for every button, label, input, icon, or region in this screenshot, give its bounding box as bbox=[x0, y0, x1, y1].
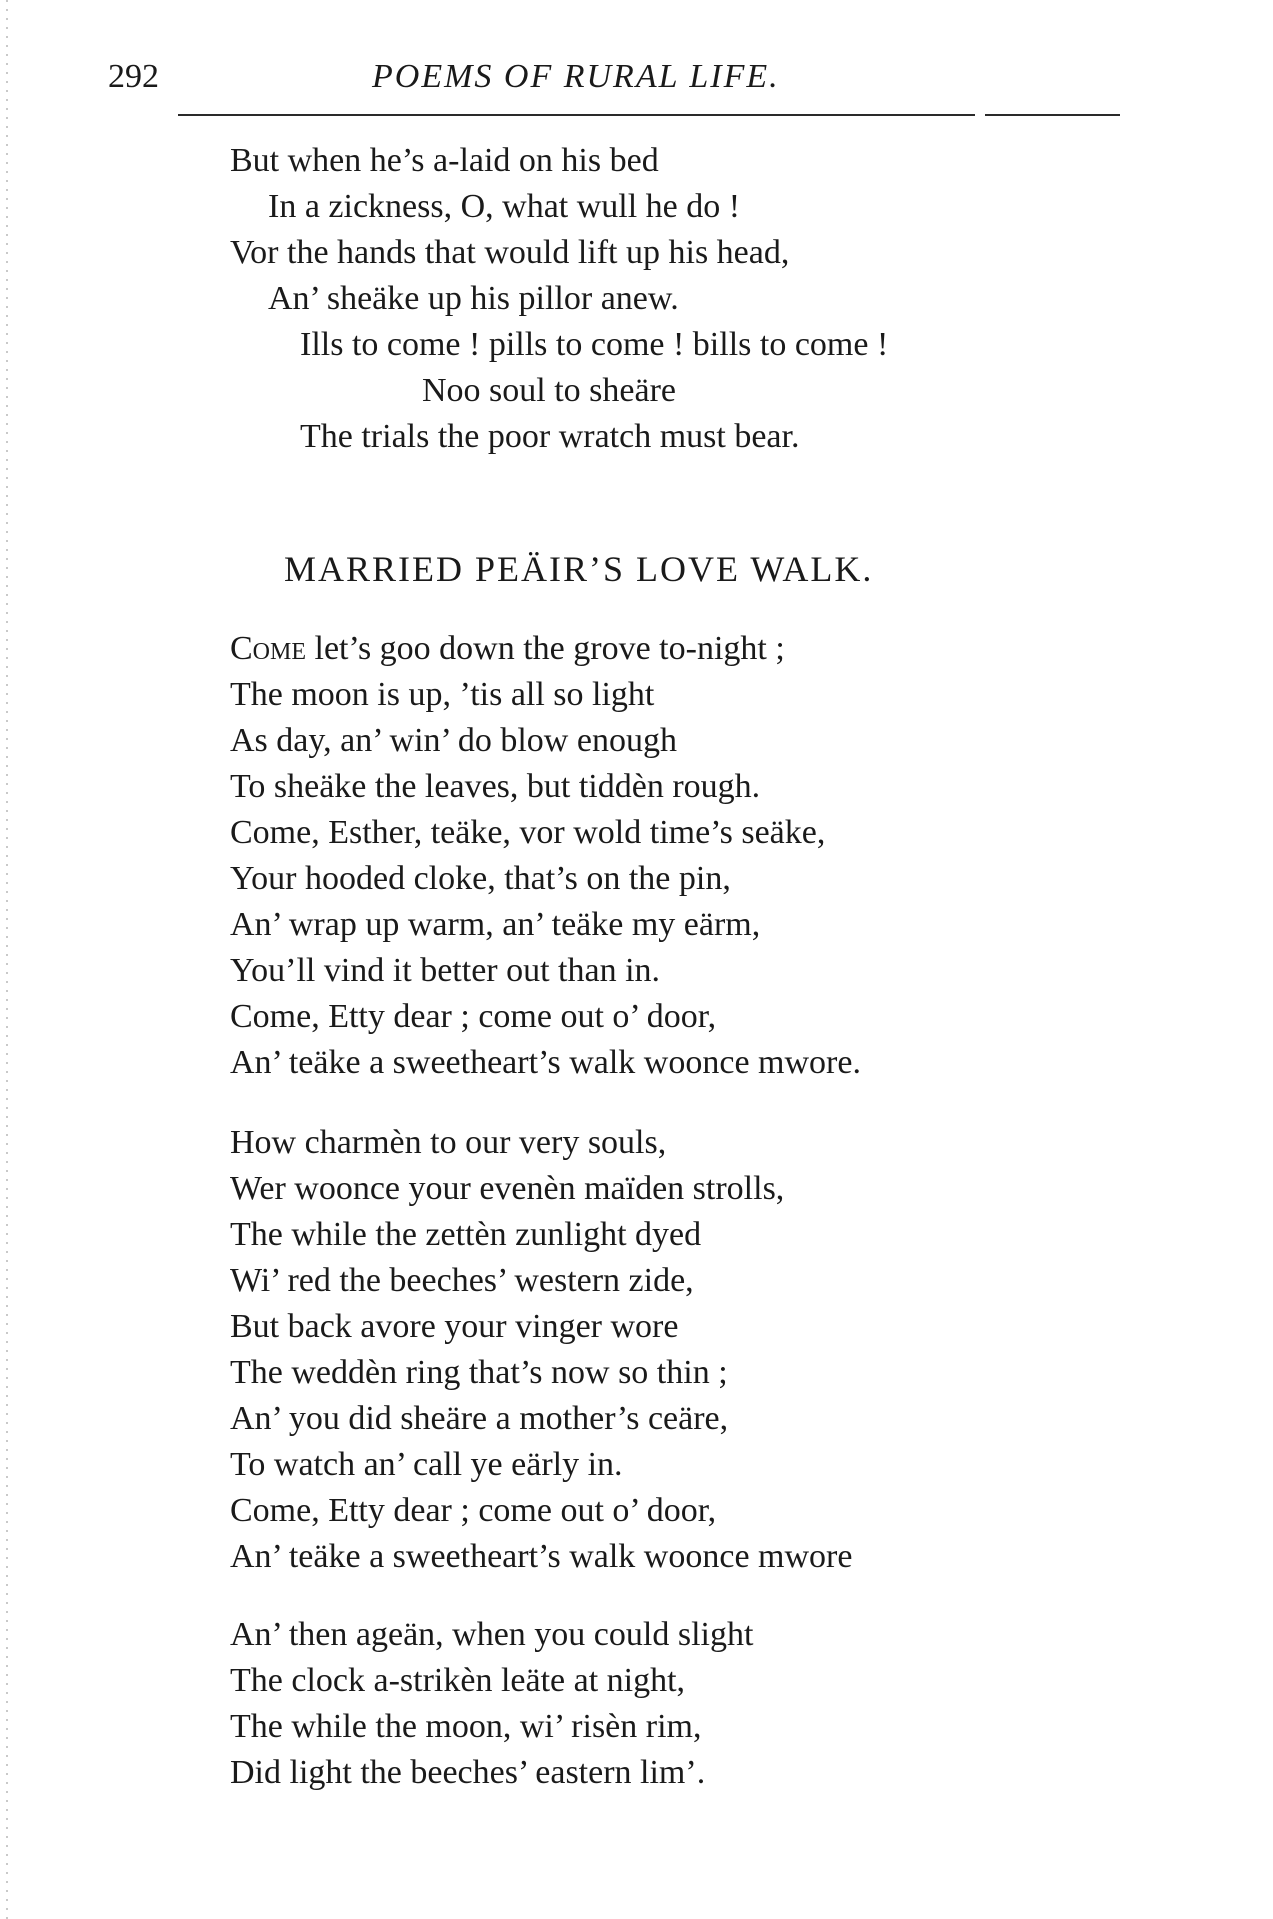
stanza-previous-poem-ending bbox=[230, 138, 888, 460]
verse-line: Wi’ red the beeches’ western zide, bbox=[230, 1262, 694, 1299]
page-number: 292 bbox=[108, 58, 159, 95]
verse-line: The moon is up, ’tis all so light bbox=[230, 676, 655, 713]
verse-line: In a zickness, O, what wull he do ! bbox=[268, 188, 741, 225]
stanza-1 bbox=[230, 626, 861, 1086]
first-line-rest: let’s goo down the grove to-night ; bbox=[306, 630, 785, 667]
verse-line: An’ then ageän, when you could slight bbox=[230, 1616, 754, 1653]
verse-line: Noo soul to sheäre bbox=[422, 372, 677, 409]
verse-line-first bbox=[230, 626, 861, 672]
verse-line: As day, an’ win’ do blow enough bbox=[230, 722, 677, 759]
verse-line: An’ wrap up warm, an’ teäke my eärm, bbox=[230, 906, 761, 943]
verse-line: The while the zettèn zunlight dyed bbox=[230, 1216, 702, 1253]
verse-line: The weddèn ring that’s now so thin ; bbox=[230, 1354, 728, 1391]
verse-line: Come, Esther, teäke, vor wold time’s seäke, bbox=[230, 814, 826, 851]
verse-line: The while the moon, wi’ risèn rim, bbox=[230, 1708, 702, 1745]
verse-line: To sheäke the leaves, but tiddèn rough. bbox=[230, 768, 761, 805]
stanza-3 bbox=[230, 1612, 753, 1796]
verse-line: The clock a-strikèn leäte at night, bbox=[230, 1662, 686, 1699]
verse-line: An’ teäke a sweetheart’s walk woonce mwore bbox=[230, 1538, 853, 1575]
running-title: POEMS OF RURAL LIFE. bbox=[372, 58, 780, 95]
verse-line: To watch an’ call ye eärly in. bbox=[230, 1446, 623, 1483]
verse-line: But back avore your vinger wore bbox=[230, 1308, 679, 1345]
stanza-2 bbox=[230, 1120, 852, 1580]
verse-line: Your hooded cloke, that’s on the pin, bbox=[230, 860, 731, 897]
verse-line: You’ll vind it better out than in. bbox=[230, 952, 661, 989]
verse-line: Did light the beeches’ eastern lim’. bbox=[230, 1754, 706, 1791]
poem-title: MARRIED PEÄIR’S LOVE WALK. bbox=[284, 549, 874, 589]
page-header bbox=[0, 58, 1273, 102]
verse-line: How charmèn to our very souls, bbox=[230, 1124, 667, 1161]
verse-line: Wer woonce your evenèn maïden strolls, bbox=[230, 1170, 785, 1207]
header-rule-gap bbox=[975, 112, 985, 118]
verse-line: The trials the poor wratch must bear. bbox=[300, 418, 800, 455]
verse-line: An’ sheäke up his pillor anew. bbox=[268, 280, 679, 317]
verse-line: Vor the hands that would lift up his head, bbox=[230, 234, 790, 271]
verse-line: Ills to come ! pills to come ! bills to come ! bbox=[300, 326, 889, 363]
verse-line: An’ teäke a sweetheart’s walk woonce mwore. bbox=[230, 1044, 861, 1081]
verse-line: But when he’s a-laid on his bed bbox=[230, 142, 659, 179]
page-edge-marks bbox=[6, 0, 8, 1919]
verse-line: Come, Etty dear ; come out o’ door, bbox=[230, 998, 717, 1035]
verse-line: An’ you did sheäre a mother’s ceäre, bbox=[230, 1400, 729, 1437]
first-word-small-caps: Come bbox=[230, 630, 307, 667]
verse-line: Come, Etty dear ; come out o’ door, bbox=[230, 1492, 717, 1529]
